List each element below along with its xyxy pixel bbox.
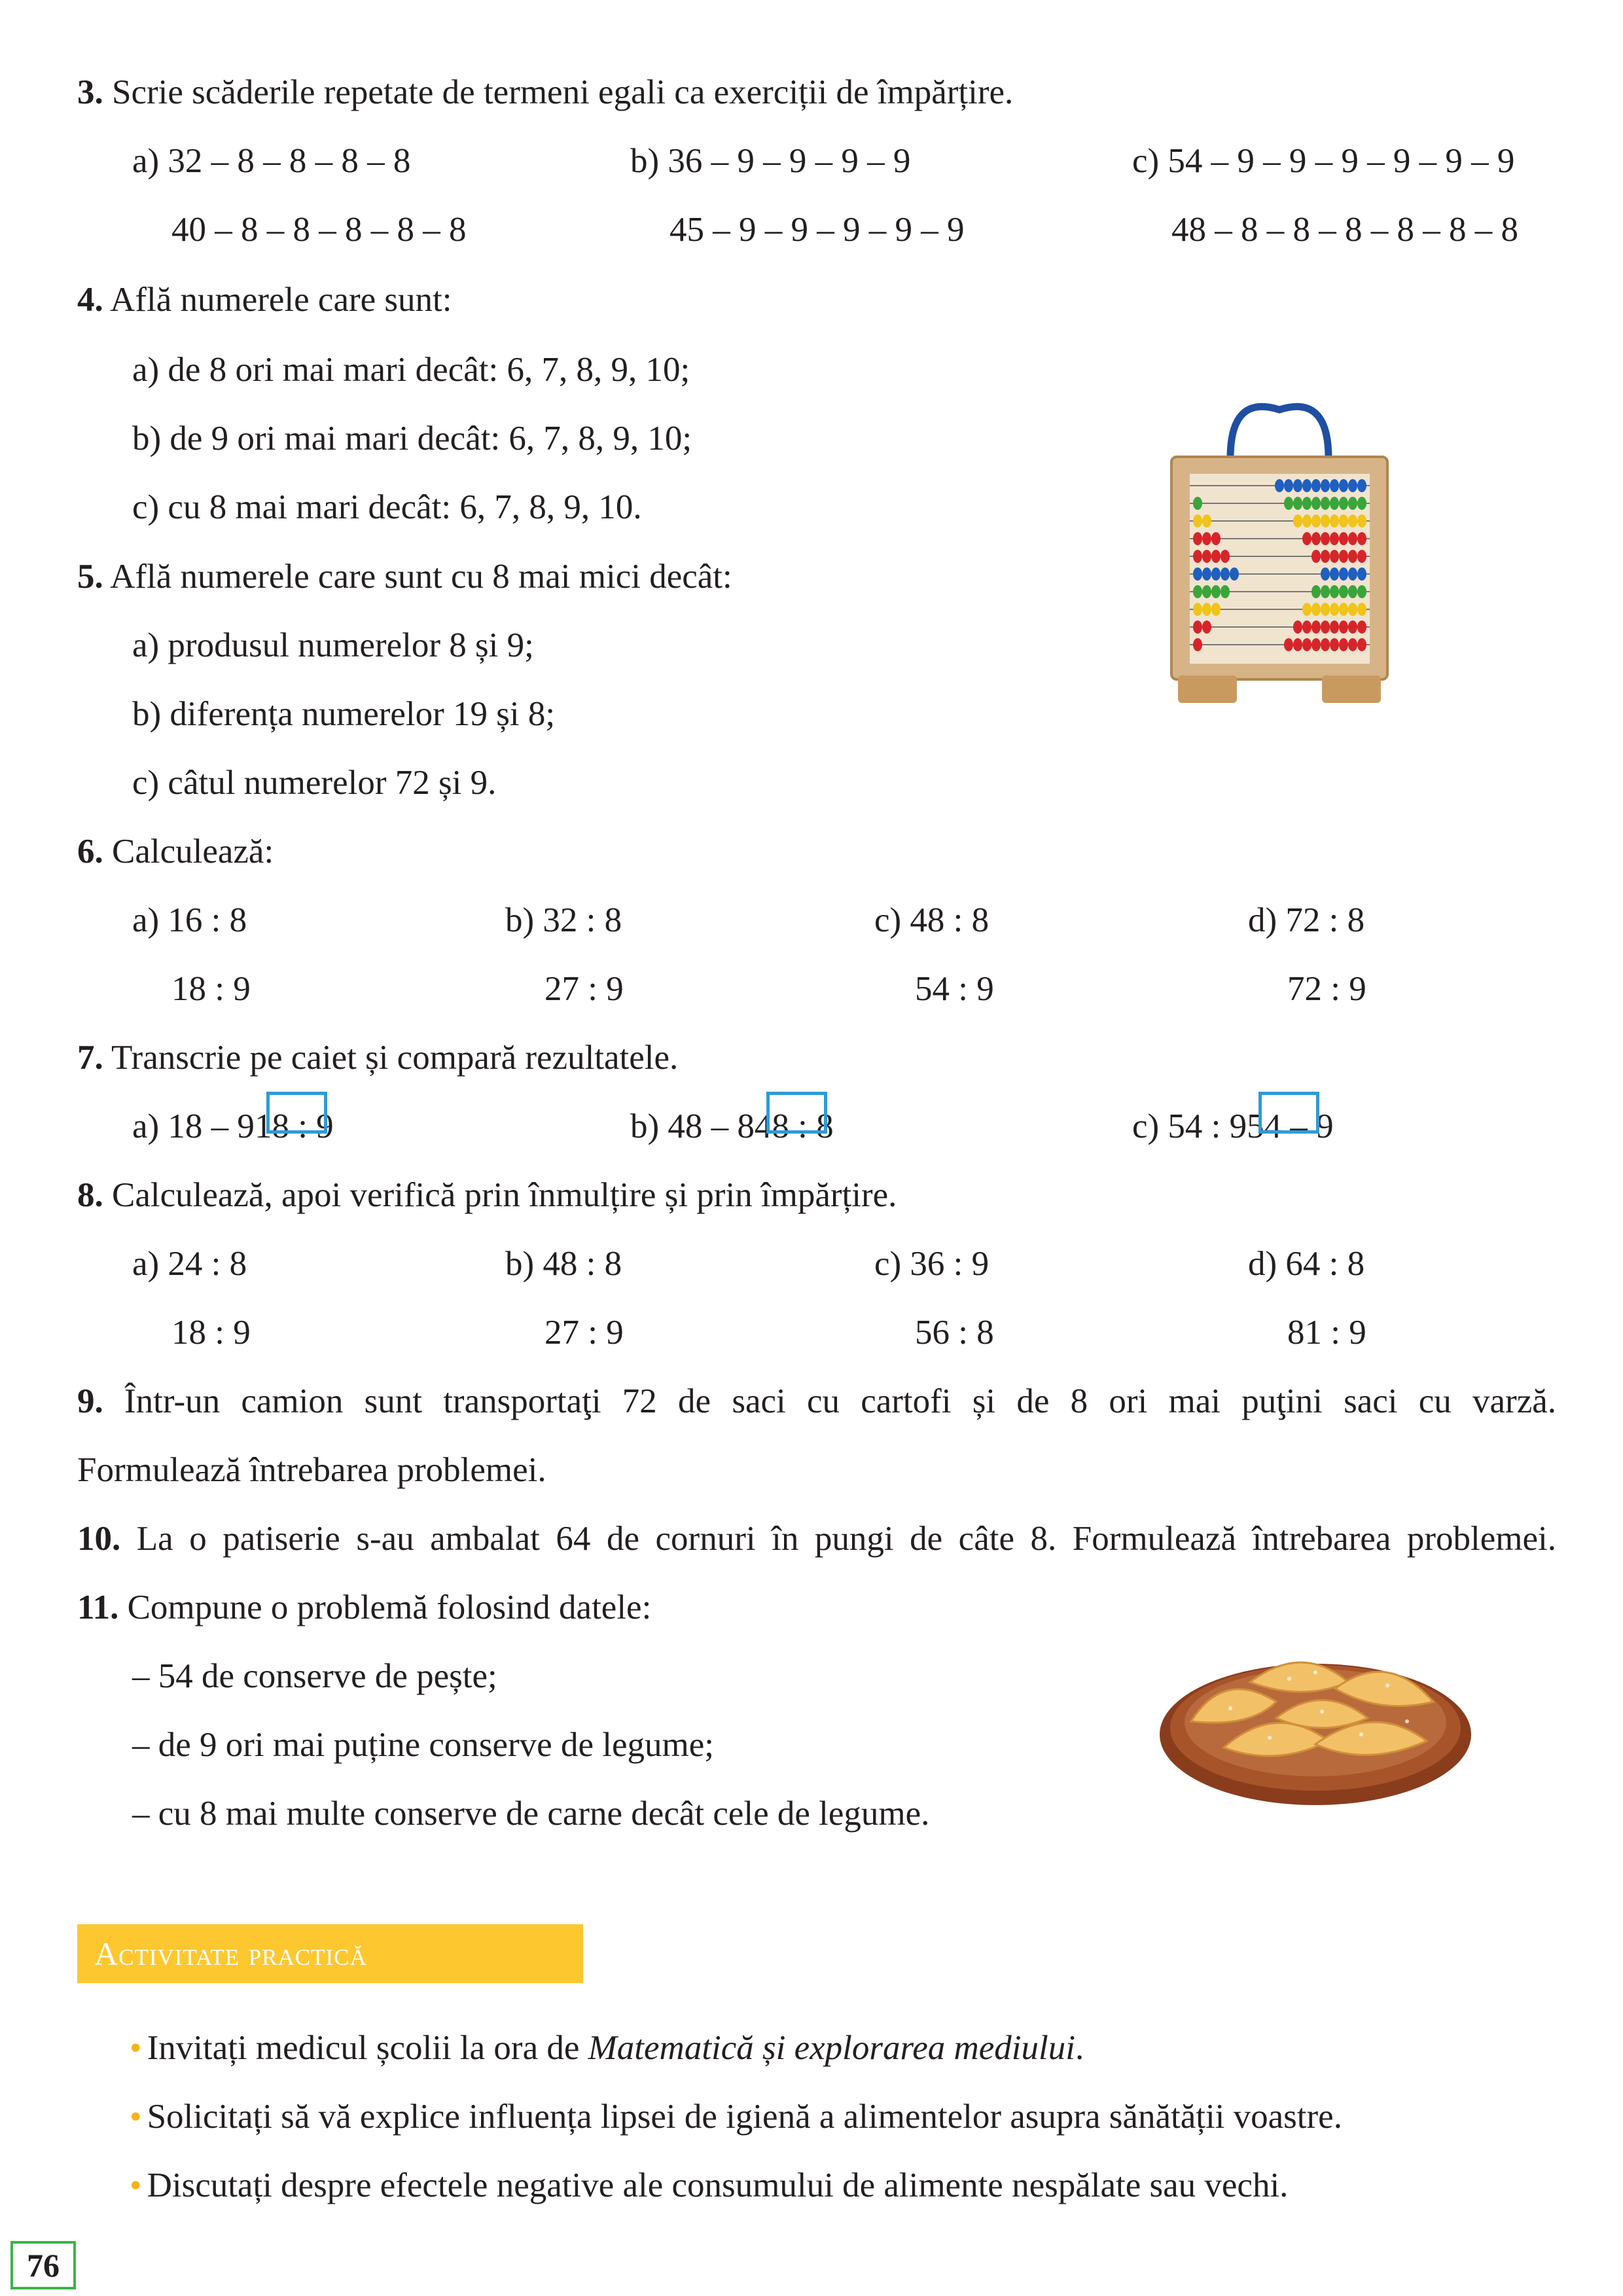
compare-a-left: a) 18 – 9 xyxy=(132,1107,255,1145)
expr-a1: a) 24 : 8 xyxy=(132,1245,247,1283)
page-number: 76 xyxy=(10,2241,76,2289)
exercise-number: 3. xyxy=(77,73,103,111)
expr-d2: 81 : 9 xyxy=(1287,1314,1366,1352)
practice-item-1-italic: Matematică și explorarea mediului xyxy=(588,2029,1075,2067)
expr-d2: 72 : 9 xyxy=(1287,970,1366,1008)
exercise-text: Într-un camion sunt transportaţi 72 de saci cu cartofi și de 8 ori mai puţini saci cu varză. xyxy=(124,1382,1557,1420)
expr-b2: 27 : 9 xyxy=(544,970,624,1008)
practice-item-1-text: Invitați medicul școlii la ora de xyxy=(147,2029,588,2067)
expr-a1: a) 16 : 8 xyxy=(132,901,247,939)
exercise-5-c xyxy=(0,748,1623,817)
exercise-number: 10. xyxy=(77,1520,121,1558)
exercise-6-row-2 xyxy=(0,954,1623,1024)
bullet-icon: • xyxy=(130,2166,142,2204)
compare-b-right: 48 : 8 xyxy=(754,1107,834,1145)
exercise-number: 4. xyxy=(77,281,103,319)
compare-a-right: 18 : 9 xyxy=(254,1107,334,1145)
exercise-8-header xyxy=(0,1160,1623,1230)
exercise-number: 7. xyxy=(77,1039,103,1077)
exercise-8-row-1 xyxy=(0,1229,1623,1299)
compare-box-b[interactable] xyxy=(766,1092,827,1134)
exercise-number: 9. xyxy=(77,1382,103,1420)
exercise-5-header xyxy=(0,542,1623,611)
expr-d1: d) 72 : 8 xyxy=(1248,901,1365,939)
expr-c1: c) 54 – 9 – 9 – 9 – 9 – 9 – 9 xyxy=(1132,142,1515,180)
expr-a1: a) 32 – 8 – 8 – 8 – 8 xyxy=(132,142,411,180)
croissants-plate-picture xyxy=(1152,1604,1479,1813)
exercise-6-row-1 xyxy=(0,886,1623,955)
exercise-text: Află numerele care sunt: xyxy=(110,281,452,319)
exercise-4-header xyxy=(0,265,1623,334)
data-item: – de 9 ori mai puține conserve de legume; xyxy=(132,1726,714,1764)
expr-a2: 40 – 8 – 8 – 8 – 8 – 8 xyxy=(171,211,467,249)
item-a: a) produsul numerelor 8 și 9; xyxy=(132,626,534,664)
exercise-8-row-2 xyxy=(0,1298,1623,1367)
item-a: a) de 8 ori mai mari decât: 6, 7, 8, 9, 10; xyxy=(132,351,690,389)
compare-c-left: c) 54 : 9 xyxy=(1132,1107,1247,1145)
exercise-6-header xyxy=(0,817,1623,886)
exercise-text: Transcrie pe caiet și compară rezultatele. xyxy=(111,1039,679,1077)
compare-b xyxy=(630,1092,834,1161)
exercise-text: Află numerele care sunt cu 8 mai mici decât: xyxy=(110,558,732,596)
exercise-number: 11. xyxy=(77,1588,119,1626)
bullet-icon: • xyxy=(130,2098,142,2136)
item-c: c) cu 8 mai mari decât: 6, 7, 8, 9, 10. xyxy=(132,488,642,526)
compare-a xyxy=(132,1092,334,1161)
item-b: b) de 9 ori mai mari decât: 6, 7, 8, 9, 10; xyxy=(132,420,692,457)
expr-c2: 56 : 8 xyxy=(915,1314,994,1352)
exercise-text: La o patiserie s-au ambalat 64 de cornuri în pungi de câte 8. Formulează întrebarea problemei. xyxy=(136,1520,1557,1558)
data-item: – 54 de conserve de pește; xyxy=(132,1657,497,1695)
exercise-number: 6. xyxy=(77,833,103,870)
exercise-5-a xyxy=(0,611,1623,680)
expr-c1: c) 36 : 9 xyxy=(874,1245,990,1283)
exercise-text: Calculează: xyxy=(112,833,274,870)
practice-item-3-text: Discutați despre efectele negative ale consumului de alimente nespălate sau vechi. xyxy=(147,2166,1289,2204)
expr-c2: 48 – 8 – 8 – 8 – 8 – 8 – 8 xyxy=(1171,211,1518,249)
exercise-text: Scrie scăderile repetate de termeni egali ca exerciții de împărțire. xyxy=(112,73,1014,111)
compare-b-left: b) 48 – 8 xyxy=(630,1107,755,1145)
practice-item-1 xyxy=(0,2013,1623,2083)
practice-item-2 xyxy=(0,2082,1623,2151)
item-c: c) câtul numerelor 72 și 9. xyxy=(132,764,497,802)
exercise-number: 8. xyxy=(77,1176,103,1214)
exercise-4-a xyxy=(0,335,1623,404)
exercise-text: Formulează întrebarea problemei. xyxy=(77,1451,546,1489)
exercise-5-b xyxy=(0,679,1623,749)
exercise-3-row-2 xyxy=(0,195,1623,264)
exercise-7-row xyxy=(0,1092,1623,1161)
expr-b1: b) 32 : 8 xyxy=(505,901,622,939)
exercise-9-line-1 xyxy=(77,1367,1556,1436)
compare-box-a[interactable] xyxy=(266,1092,327,1134)
exercise-3-row-1 xyxy=(0,126,1623,196)
expr-c1: c) 48 : 8 xyxy=(874,901,990,939)
expr-d1: d) 64 : 8 xyxy=(1248,1245,1365,1283)
practice-banner: Activitate practică xyxy=(77,1924,583,1983)
practice-item-3 xyxy=(0,2151,1623,2220)
exercise-number: 5. xyxy=(77,558,103,596)
expr-a2: 18 : 9 xyxy=(171,1314,251,1352)
bullet-icon: • xyxy=(130,2029,142,2067)
data-item: – cu 8 mai multe conserve de carne decât cele de legume. xyxy=(132,1795,930,1833)
practice-item-1-end: . xyxy=(1075,2029,1084,2067)
compare-box-c[interactable] xyxy=(1258,1092,1319,1134)
exercise-3-header xyxy=(0,58,1623,127)
expr-b1: b) 36 – 9 – 9 – 9 – 9 xyxy=(630,142,911,180)
expr-b2: 27 : 9 xyxy=(544,1314,624,1352)
exercise-10 xyxy=(77,1504,1556,1573)
expr-a2: 18 : 9 xyxy=(171,970,251,1008)
exercise-7-header xyxy=(0,1023,1623,1092)
practice-item-2-text: Solicitați să vă explice influența lipsei de igienă a alimentelor asupra sănătății voastre. xyxy=(147,2098,1342,2136)
compare-c-right: 54 – 9 xyxy=(1247,1107,1334,1145)
expr-b1: b) 48 : 8 xyxy=(505,1245,622,1283)
expr-c2: 54 : 9 xyxy=(915,970,994,1008)
exercise-text: Calculează, apoi verifică prin înmulțire și prin împărțire. xyxy=(112,1176,897,1214)
item-b: b) diferența numerelor 19 și 8; xyxy=(132,695,556,733)
exercise-text: Compune o problemă folosind datele: xyxy=(127,1588,652,1626)
compare-c xyxy=(1132,1092,1334,1161)
exercise-9-line-2 xyxy=(0,1435,1623,1505)
expr-b2: 45 – 9 – 9 – 9 – 9 – 9 xyxy=(669,211,965,249)
